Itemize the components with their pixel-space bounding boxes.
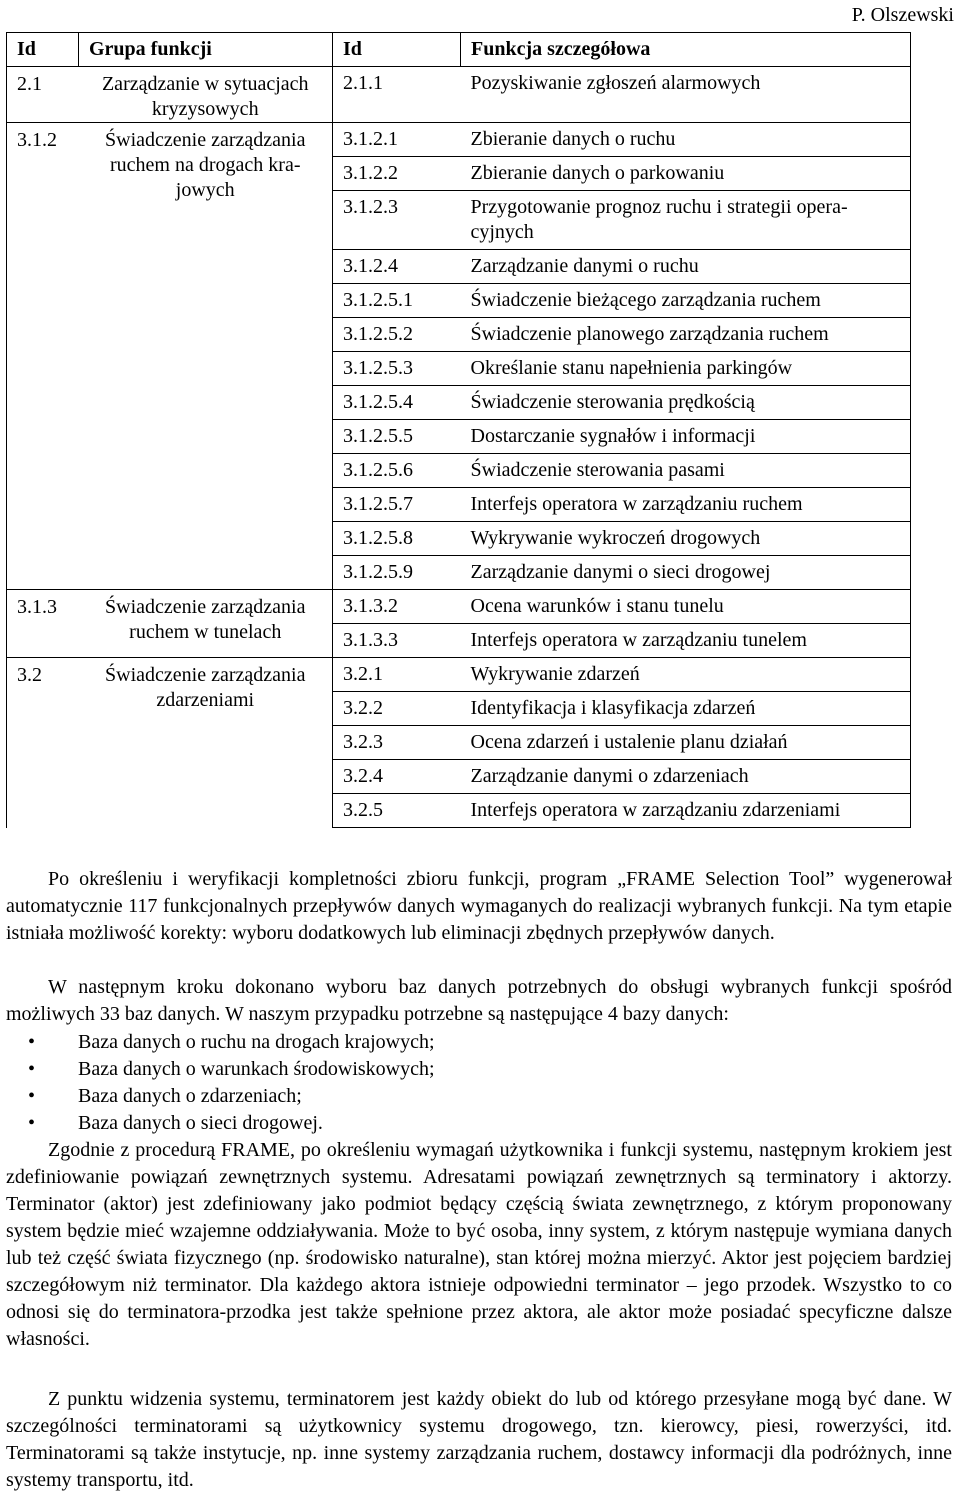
function-id-cell: 3.1.2.5.7 — [333, 488, 461, 522]
function-id-cell: 3.1.2.4 — [333, 250, 461, 284]
group-id-cell: 3.2 — [7, 658, 79, 828]
function-name-cell: Wykrywanie wykroczeń drogowych — [461, 522, 911, 556]
function-id-cell: 3.1.2.5.2 — [333, 318, 461, 352]
group-name-cell: Świadczenie zarządzania ruchem na drogach kra-jowych — [79, 123, 333, 590]
function-id-cell: 3.1.3.3 — [333, 624, 461, 658]
list-item-text: Baza danych o sieci drogowej. — [78, 1112, 323, 1134]
function-id-cell: 3.2.3 — [333, 726, 461, 760]
col-header-group-name: Grupa funkcji — [79, 33, 333, 67]
functions-table — [6, 32, 911, 828]
function-name-cell: Interfejs operatora w zarządzaniu tunelem — [461, 624, 911, 658]
function-id-cell: 3.2.5 — [333, 794, 461, 828]
list-item — [6, 1083, 946, 1110]
list-item-text: Baza danych o zdarzeniach; — [78, 1085, 302, 1107]
group-name-cell: Świadczenie zarządzania zdarzeniami — [79, 658, 333, 828]
function-name-cell: Świadczenie sterowania prędkością — [461, 386, 911, 420]
function-name-cell: Pozyskiwanie zgłoszeń alarmowych — [461, 67, 911, 123]
function-id-cell: 3.1.2.5.4 — [333, 386, 461, 420]
function-name-cell: Wykrywanie zdarzeń — [461, 658, 911, 692]
paragraph-3: Zgodnie z procedurą FRAME, po określeniu wymagań użytkownika i funkcji systemu, następnym krokiem jest zdefiniowanie powiązań zewnętrznych systemu. Adresatami powiązań zewnętrznych są terminatory i aktorzy. Terminator (aktor) jest zdefiniowany jako podmiot będący częścią świata zewnętrznego, z którym proponowany system będzie mieć wzajemne oddziaływania. Może to być osoba, inny system, z którym następuje wymiana danych lub też część świata fizycznego (np. środowisko naturalne), stan której można mierzyć. Aktor jest pojęciem bardziej szczegółowym niż terminator. Dla każdego aktora istnieje odpowiedni terminator – jego przodek. Wszystko to co odnosi się do terminatora-przodka jest także spełnione przez aktora, ale aktor może posiadać specyficzne dalsze własności. — [6, 1139, 952, 1350]
table-header-row — [7, 33, 911, 67]
function-name-cell: Zarządzanie danymi o zdarzeniach — [461, 760, 911, 794]
function-id-cell: 2.1.1 — [333, 67, 461, 123]
function-name-cell: Zbieranie danych o parkowaniu — [461, 157, 911, 191]
table-row — [7, 590, 911, 624]
function-id-cell: 3.2.4 — [333, 760, 461, 794]
group-id-cell: 3.1.3 — [7, 590, 79, 658]
function-name-cell: Świadczenie planowego zarządzania ruchem — [461, 318, 911, 352]
functions-table-body — [7, 67, 911, 828]
col-header-function-id: Id — [333, 33, 461, 67]
bullet-icon: • — [28, 1112, 36, 1134]
list-item-text: Baza danych o ruchu na drogach krajowych; — [78, 1031, 435, 1053]
group-id-cell: 2.1 — [7, 67, 79, 123]
list-item — [6, 1110, 946, 1137]
paragraph-2: W następnym kroku dokonano wyboru baz danych potrzebnych do obsługi wybranych funkcji spośród możliwych 33 baz danych. W naszym przypadku potrzebne są następujące 4 bazy danych: — [6, 976, 952, 1025]
function-id-cell: 3.1.2.5.6 — [333, 454, 461, 488]
function-name-cell: Świadczenie bieżącego zarządzania ruchem — [461, 284, 911, 318]
function-name-cell: Ocena zdarzeń i ustalenie planu działań — [461, 726, 911, 760]
list-item-text: Baza danych o warunkach środowiskowych; — [78, 1058, 435, 1080]
function-name-cell: Interfejs operatora w zarządzaniu ruchem — [461, 488, 911, 522]
function-id-cell: 3.1.2.5.5 — [333, 420, 461, 454]
bullet-icon: • — [28, 1085, 36, 1107]
function-name-cell: Dostarczanie sygnałów i informacji — [461, 420, 911, 454]
function-name-cell: Przygotowanie prognoz ruchu i strategii opera-cyjnych — [461, 191, 911, 250]
table-row — [7, 658, 911, 692]
group-name-cell: Świadczenie zarządzania ruchem w tunelach — [79, 590, 333, 658]
function-id-cell: 3.1.2.5.8 — [333, 522, 461, 556]
col-header-function-name: Funkcja szczegółowa — [461, 33, 911, 67]
paragraph-1: Po określeniu i weryfikacji kompletności zbioru funkcji, program „FRAME Selection Tool” wygenerował automatycznie 117 funkcjonalnych przepływów danych wymaganych do realizacji wybranych funkcji. Na tym etapie istniała możliwość korekty: wyboru dodatkowych lub eliminacji zbędnych przepływów danych. — [6, 868, 952, 944]
list-item — [6, 1056, 946, 1083]
function-name-cell: Interfejs operatora w zarządzaniu zdarzeniami — [461, 794, 911, 828]
group-name-cell: Zarządzanie w sytuacjach kryzysowych — [79, 67, 333, 123]
function-id-cell: 3.1.2.1 — [333, 123, 461, 157]
function-id-cell: 3.1.2.2 — [333, 157, 461, 191]
function-id-cell: 3.1.2.5.3 — [333, 352, 461, 386]
function-name-cell: Zbieranie danych o ruchu — [461, 123, 911, 157]
paragraph-4: Z punktu widzenia systemu, terminatorem jest każdy obiekt do lub od którego przesyłane mogą być dane. W szczególności terminatorami są użytkownicy systemu drogowego, tzn. kierowcy, piesi, rowerzyści, itd. Terminatorami są także instytucje, np. inne systemy zarządzania ruchem, dostawcy informacji dla podróżnych, inne systemy transportu, itd. — [6, 1388, 952, 1491]
function-id-cell: 3.2.1 — [333, 658, 461, 692]
function-id-cell: 3.2.2 — [333, 692, 461, 726]
function-name-cell: Ocena warunków i stanu tunelu — [461, 590, 911, 624]
list-item — [6, 1029, 946, 1056]
function-name-cell: Świadczenie sterowania pasami — [461, 454, 911, 488]
table-row — [7, 67, 911, 123]
function-id-cell: 3.1.3.2 — [333, 590, 461, 624]
group-id-cell: 3.1.2 — [7, 123, 79, 590]
bullet-icon: • — [28, 1058, 36, 1080]
page-author: P. Olszewski — [851, 4, 954, 26]
col-header-group-id: Id — [7, 33, 79, 67]
function-name-cell: Zarządzanie danymi o sieci drogowej — [461, 556, 911, 590]
function-id-cell: 3.1.2.5.9 — [333, 556, 461, 590]
function-id-cell: 3.1.2.5.1 — [333, 284, 461, 318]
table-row — [7, 123, 911, 157]
function-id-cell: 3.1.2.3 — [333, 191, 461, 250]
database-list — [6, 1029, 946, 1137]
bullet-icon: • — [28, 1031, 36, 1053]
function-name-cell: Zarządzanie danymi o ruchu — [461, 250, 911, 284]
function-name-cell: Identyfikacja i klasyfikacja zdarzeń — [461, 692, 911, 726]
function-name-cell: Określanie stanu napełnienia parkingów — [461, 352, 911, 386]
